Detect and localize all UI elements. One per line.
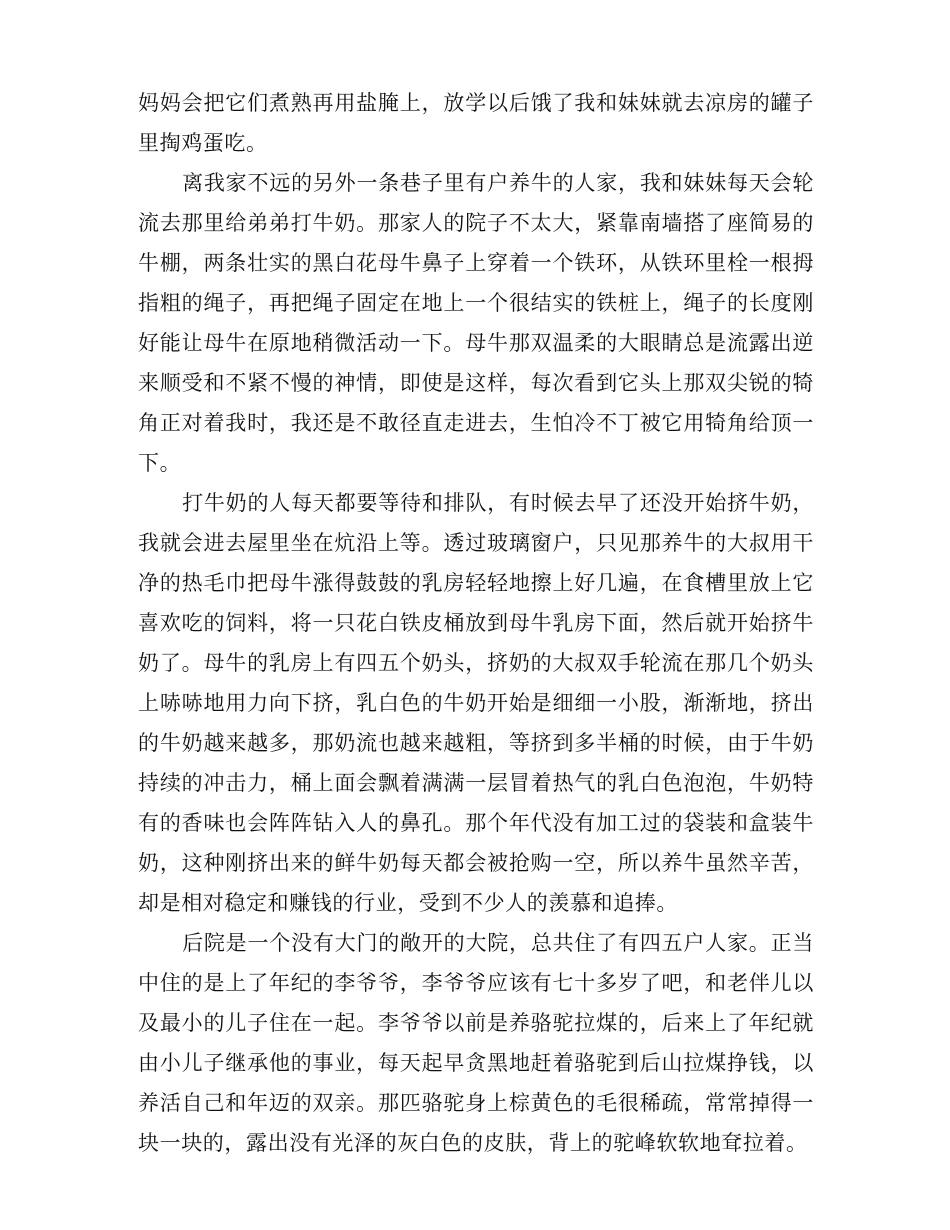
- paragraph-4: 后院是一个没有大门的敞开的大院，总共住了有四五户人家。正当中住的是上了年纪的李爷爷，李爷爷应该有七十多岁了吧，和老伴儿以及最小的儿子住在一起。李爷爷以前是养骆驼拉煤的，后来上了年纪就由小儿子继承他的事业，每天起早贪黑地赶着骆驼到后山拉煤挣钱，以养活自己和年迈的双亲。那匹骆驼身上棕黄色的毛很稀疏，常常掉得一块一块的，露出没有光泽的灰白色的皮肤，背上的驼峰软软地耷拉着。: [138, 931, 814, 1155]
- paragraph-2: 离我家不远的另外一条巷子里有户养牛的人家，我和妹妹每天会轮流去那里给弟弟打牛奶。那家人的院子不太大，紧靠南墙搭了座简易的牛棚，两条壮实的黑白花母牛鼻子上穿着一个铁环，从铁环里栓一根拇指粗的绳子，再把绳子固定在地上一个很结实的铁桩上，绳子的长度刚好能让母牛在原地稍微活动一下。母牛那双温柔的大眼睛总是流露出逆来顺受和不紧不慢的神情，即使是这样，每次看到它头上那双尖锐的犄角正对着我时，我还是不敢径直走进去，生怕冷不丁被它用犄角给顶一下。: [138, 171, 814, 475]
- document-body: [138, 83, 814, 1163]
- paragraph-1: 妈妈会把它们煮熟再用盐腌上，放学以后饿了我和妹妹就去凉房的罐子里掏鸡蛋吃。: [138, 91, 814, 155]
- paragraph-3: 打牛奶的人每天都要等待和排队，有时候去早了还没开始挤牛奶，我就会进去屋里坐在炕沿上等。透过玻璃窗户，只见那养牛的大叔用干净的热毛巾把母牛涨得鼓鼓的乳房轻轻地擦上好几遍，在食槽里放上它喜欢吃的饲料，将一只花白铁皮桶放到母牛乳房下面，然后就开始挤牛奶了。母牛的乳房上有四五个奶头，挤奶的大叔双手轮流在那几个奶头上哧哧地用力向下挤，乳白色的牛奶开始是细细一小股，渐渐地，挤出的牛奶越来越多，那奶流也越来越粗，等挤到多半桶的时候，由于牛奶持续的冲击力，桶上面会飘着满满一层冒着热气的乳白色泡泡，牛奶特有的香味也会阵阵钻入人的鼻孔。那个年代没有加工过的袋装和盒装牛奶，这种刚挤出来的鲜牛奶每天都会被抢购一空，所以养牛虽然辛苦，却是相对稳定和赚钱的行业，受到不少人的羡慕和追捧。: [138, 491, 814, 915]
